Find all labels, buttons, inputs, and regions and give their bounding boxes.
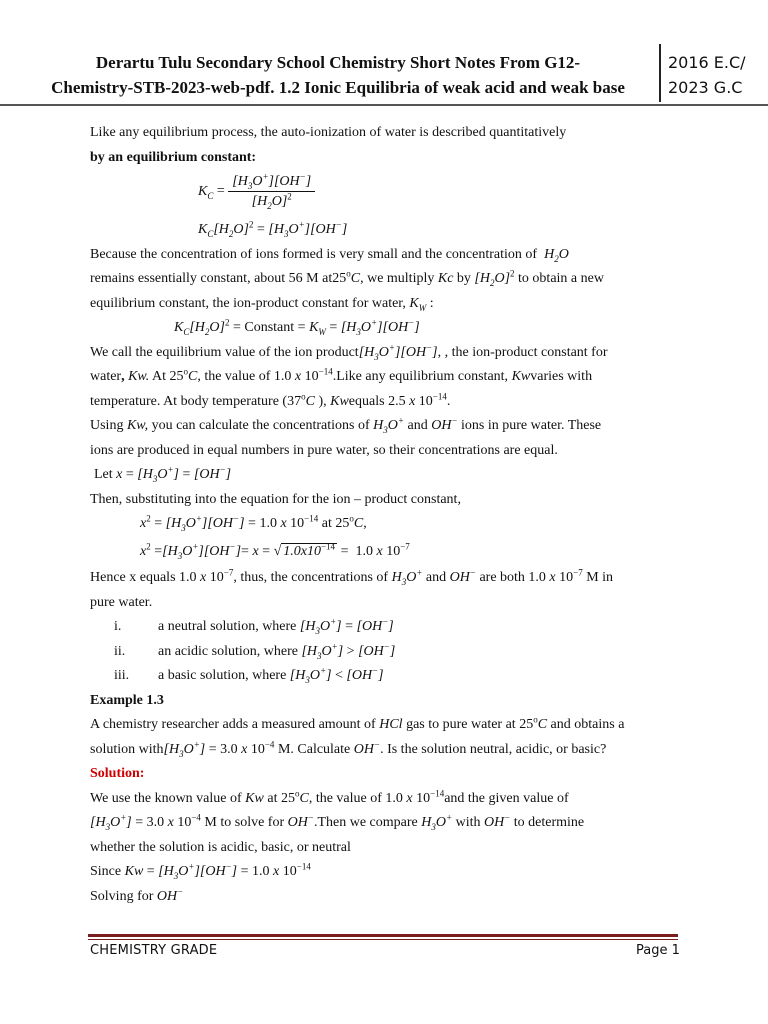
list-item: ii. an acidic solution, where $[H_3O^+] > [OH^-]$	[90, 640, 680, 665]
text: Let	[94, 467, 113, 482]
text: Like any equilibrium process, the auto-ionization of water is described quantitatively	[90, 125, 567, 140]
paragraph: Because the concentration of ions formed is very small and the concentration of $H_2O$	[90, 246, 569, 264]
text: water	[90, 369, 122, 384]
text: A chemistry researcher adds a measured amount of	[90, 717, 376, 732]
text: Using	[90, 418, 124, 433]
text: equals 2.5	[348, 393, 406, 409]
text: a basic solution, where	[158, 668, 287, 683]
text: to determine	[513, 815, 585, 830]
equation-x-solution: $x^2 =[H_3O^+][OH^-]= x$ = √ $1.0x10^{-14} = 1.0$ x $10^{-7}$	[140, 540, 410, 561]
footer-rule-thin	[88, 939, 678, 940]
example-title: Example 1.3	[90, 692, 164, 708]
header-title-line1: Derartu Tulu Secondary School Chemistry Short Notes From G12-	[95, 53, 581, 72]
text: . Is the solution neutral, acidic, or basic?	[380, 741, 607, 757]
text: At	[151, 369, 166, 384]
text: M in	[586, 570, 614, 585]
paragraph	[90, 121, 680, 146]
paragraph-bold: by an equilibrium constant:	[90, 149, 257, 165]
paragraph: We call the equilibrium value of the ion $product[H_3O^+][OH^-]$, , the ion-product constant for	[90, 341, 608, 362]
header-title-line2: Chemistry-STB-2023-web-pdf. 1.2 Ionic Equilibria of weak acid and weak base	[51, 78, 625, 97]
fraction: $\frac{[H_3O^+][OH^-]}{[H_2O]^2}$	[228, 172, 315, 211]
paragraph: A chemistry researcher adds a measured amount of HCl gas to pure water at 25$^o$C and obtains a	[90, 714, 625, 732]
paragraph: We use the known value of Kw at 25$^o$C, the value of 1.0 x $10^{-14}and$ the given value of	[90, 787, 569, 806]
list-number: i.	[114, 619, 122, 634]
paragraph: Let $x = [H_3O^+] = [OH^-]$	[94, 464, 232, 484]
list-number: ii.	[114, 643, 126, 659]
paragraph: Solving for OH−	[90, 885, 184, 904]
text: and obtains a	[550, 717, 625, 732]
paragraph: pure water.	[90, 594, 153, 610]
equation-x-squared: $x^2 = [H_3O^+][OH^-] = 1.0$ x $10^{-14}$ at 25$^o$C,	[140, 513, 367, 533]
text: Because the concentration of ions formed is very small and the concentration of	[90, 246, 538, 262]
paragraph: $[H_3O^+] = 3.0$ x $10^{-4}$ M to solve for OH−.Then we compare $H_3O^+$ with OH− to determine	[90, 812, 585, 832]
text: solution with	[90, 741, 164, 757]
text: an acidic solution, where	[158, 643, 298, 659]
paragraph: water, Kw. At 25$^o$C, the value of 1.0 x $10^{-14}.Like$ any equilibrium constant, Kwvaries with	[90, 366, 593, 384]
text: at	[267, 790, 278, 806]
text: remains essentially constant, about 56 M at	[90, 271, 333, 286]
text: and	[425, 570, 447, 585]
text: gas to pure water at	[406, 717, 516, 732]
text: and	[407, 418, 428, 433]
paragraph: Using Kw, you can calculate the concentrations of $H_3O^+$ and OH− ions in pure water. These	[90, 415, 602, 435]
text: M to solve for	[204, 815, 285, 830]
text: temperature. At body temperature (	[90, 393, 288, 409]
list-number: iii.	[114, 668, 130, 683]
footer-subject: CHEMISTRY GRADE	[90, 943, 218, 958]
text: to obtain a new	[518, 271, 604, 286]
header-title	[18, 50, 658, 100]
text: a neutral solution, where	[158, 619, 297, 634]
text: equilibrium constant, the ion-product constant for water,	[90, 295, 406, 311]
paragraph: Since $Kw = [H_3O^+][OH^-] = 1.0$ x $10^{-14}$	[90, 861, 311, 881]
text: , we multiply	[360, 271, 435, 286]
text: thus, the concentrations of	[240, 570, 389, 585]
text: We use the known value of	[90, 790, 242, 806]
header-rule	[0, 104, 768, 106]
paragraph: Then, substituting into the equation for the ion – product constant,	[90, 491, 461, 507]
text: M. Calculate	[277, 741, 351, 757]
text: Since	[90, 864, 122, 879]
text: We call the equilibrium value of the ion product	[90, 344, 359, 360]
text: are both	[479, 570, 525, 585]
document-body	[90, 121, 680, 909]
text: Hence x equals	[90, 570, 176, 585]
header-date-line1: 2016 E.C/	[668, 53, 746, 72]
text: the value of	[315, 790, 382, 806]
header-divider	[659, 44, 661, 102]
text: you can calculate the concentrations of	[151, 418, 370, 433]
text: and the given value of	[444, 790, 569, 806]
equation-kc: $K_C$ = $\frac{[H_3O^+][OH^-]}{[H_2O]^2}$	[90, 170, 680, 218]
paragraph: ions are produced in equal numbers in pure water, so their concentrations are equal.	[90, 442, 558, 458]
equation-kc-rearranged: $K_C[H_2O]^2 = [H_3O^+][OH^-]$	[198, 219, 348, 239]
text: , the ion-product constant for	[444, 344, 608, 360]
solution-label: Solution:	[90, 766, 145, 781]
paragraph: equilibrium constant, the ion-product constant for water, $K_W$ :	[90, 295, 434, 313]
list-item: i. a neutral solution, where $[H_3O^+] = [OH^-]$	[90, 615, 680, 640]
header-date-line2: 2023 G.C	[668, 78, 743, 97]
footer-rule	[88, 934, 678, 937]
paragraph: Hence x equals 1.0 x $10^{-7}$, thus, the concentrations of $H_3O^+$ and OH− are both 1.0 x $10^{-7}$ M in	[90, 567, 614, 587]
text: the value of 1.0	[204, 369, 292, 384]
header-date	[668, 50, 746, 100]
paragraph: temperature. At body temperature (37$^o$C ), Kwequals 2.5 x $10^{-14}$.	[90, 390, 451, 409]
text: varies with	[530, 369, 593, 384]
paragraph: solution $with[H_3O^+] = 3.0$ x $10^{-4}$ M. Calculate OH−. Is the solution neutral, acidic, or basic?	[90, 738, 607, 759]
equation-kw: $K_C[H_2O]^2$ = Constant = $K_W = [H_3O^+][OH^-]$	[174, 317, 420, 337]
page-header	[0, 40, 768, 104]
page-number: Page 1	[636, 943, 680, 958]
list-item: iii. a basic solution, where $[H_3O^+] < [OH^-]$	[90, 664, 680, 689]
text: ions in pure water. These	[461, 418, 602, 433]
text: Like any equilibrium constant,	[336, 369, 509, 384]
paragraph: whether the solution is acidic, basic, or neutral	[90, 839, 351, 855]
text: with	[455, 815, 481, 830]
text: at	[321, 516, 332, 531]
paragraph: remains essentially constant, about 56 M at25$^o$C, we multiply Kc by $[H_2O]^2$ to obtain a new	[90, 268, 604, 288]
text: .Then we compare	[313, 815, 418, 830]
text: Solving for	[90, 888, 154, 904]
